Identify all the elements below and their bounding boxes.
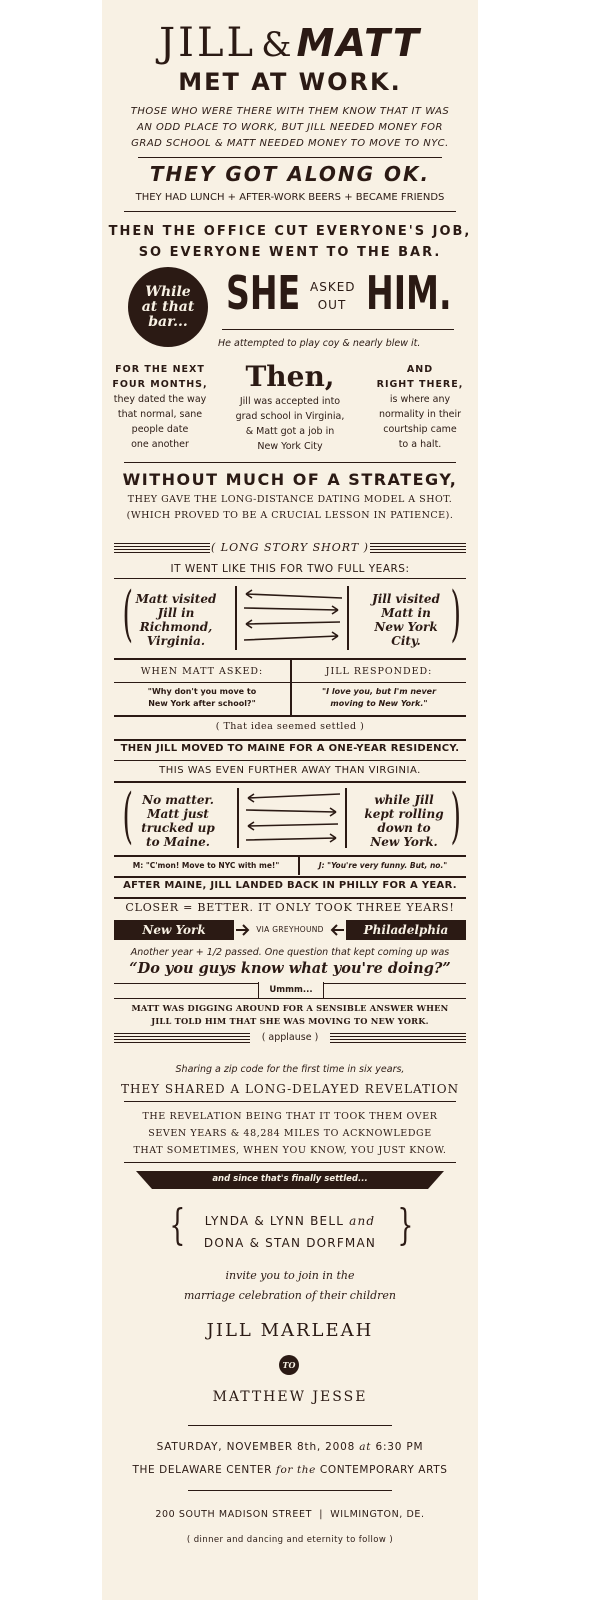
arrow-left <box>248 822 338 830</box>
matt-question <box>114 686 290 710</box>
shared-revelation-text: THEY SHARED A LONG-DELAYED REVELATION <box>120 1082 460 1096</box>
divider <box>222 329 454 330</box>
dorfman-parents: DONA & STAN DORFMAN <box>203 1236 377 1250</box>
arrows-graphic <box>232 584 352 652</box>
ornament-lines-right <box>330 1033 466 1045</box>
left-line: one another <box>131 439 189 450</box>
asked-word: ASKED <box>310 280 356 294</box>
while-jill-line: New York. <box>370 835 438 849</box>
got-along-heading: THEY GOT ALONG OK. <box>149 162 431 186</box>
office-line: THEN THE OFFICE CUT EVERYONE'S JOB, <box>108 224 472 239</box>
arrow-left-icon <box>328 922 346 938</box>
asked-out-text <box>310 278 354 314</box>
intro-text <box>102 104 478 152</box>
zip-code-text: Sharing a zip code for the first time in six years, <box>175 1064 405 1075</box>
jill-visited-line: Jill visited <box>372 592 440 606</box>
intro-line: AN ODD PLACE TO WORK, BUT JILL NEEDED MONEY FOR <box>136 122 443 133</box>
no-matter-line: to Maine. <box>146 835 210 849</box>
out-word: OUT <box>317 298 347 312</box>
event-address: 200 SOUTH MADISON STREET | WILMINGTON, DE. <box>155 1509 425 1520</box>
ampersand: & <box>261 25 292 65</box>
right-column <box>366 362 474 452</box>
brace-right: } <box>397 1200 414 1249</box>
while-jill-line: while Jill <box>374 793 434 807</box>
couple-heading <box>102 20 478 68</box>
strategy-heading: WITHOUT MUCH OF A STRATEGY, <box>122 470 458 489</box>
matt-question-line: "Why don't you move to <box>147 687 257 696</box>
divider <box>114 876 466 878</box>
name-jill: JILL <box>159 20 257 66</box>
badge-line: bar... <box>148 313 188 330</box>
him-word: HIM. <box>366 266 452 320</box>
another-year-text: Another year + 1/2 passed. One question that kept coming up was <box>130 947 450 958</box>
matt-question-line: New York after school?" <box>148 699 256 708</box>
arrow-left <box>246 620 340 628</box>
right-line: to a halt. <box>398 439 442 450</box>
office-line: SO EVERYONE WENT TO THE BAR. <box>138 245 442 260</box>
name-matt: MATT <box>296 21 421 65</box>
office-text <box>102 221 478 263</box>
while-at-bar-badge <box>128 267 208 347</box>
middle-line: Jill was accepted into <box>239 396 341 407</box>
matt-visited-line: Jill in <box>157 606 195 620</box>
matt-asked-header: WHEN MATT ASKED: <box>140 666 264 677</box>
right-line: RIGHT THERE, <box>376 379 464 390</box>
further-text: THIS WAS EVEN FURTHER AWAY THAN VIRGINIA. <box>159 765 421 776</box>
right-line: AND <box>406 364 434 375</box>
intro-line: GRAD SCHOOL & MATT NEEDED MONEY TO MOVE TO NYC. <box>131 138 449 149</box>
middle-line: New York City <box>257 441 323 452</box>
strategy-subtitle <box>102 492 478 524</box>
jill-visited-text <box>358 592 454 648</box>
jill-answer-line: "I love you, but I'm never <box>321 687 437 696</box>
brace-left: ( <box>122 781 133 851</box>
closer-text: CLOSER = BETTER. IT ONLY TOOK THREE YEARS! <box>125 901 455 914</box>
strategy-line: THEY GAVE THE LONG-DISTANCE DATING MODEL A SHOT. <box>127 494 453 505</box>
parents-line <box>102 1210 478 1232</box>
divider <box>114 855 466 857</box>
divider <box>114 682 466 683</box>
matt-quote: M: "C'mon! Move to NYC with me!" <box>132 861 280 870</box>
no-matter-text <box>126 793 230 849</box>
event-venue <box>102 1464 478 1476</box>
event-date <box>102 1441 478 1453</box>
digging-line: JILL TOLD HIM THAT SHE WAS MOVING TO NEW YORK. <box>151 1016 429 1026</box>
divider <box>138 157 442 158</box>
digging-line: MATT WAS DIGGING AROUND FOR A SENSIBLE ANSWER WHEN <box>131 1003 449 1013</box>
revelation-line: THAT SOMETIMES, WHEN YOU KNOW, YOU JUST KNOW. <box>133 1145 447 1156</box>
divider <box>114 739 466 741</box>
revelation-line: SEVEN YEARS & 48,284 MILES TO ACKNOWLEDGE <box>148 1128 432 1139</box>
left-column <box>106 362 214 452</box>
jill-answer <box>292 686 466 710</box>
groom-name: MATTHEW JESSE <box>212 1389 368 1405</box>
badge-line: While <box>145 283 191 300</box>
right-line: normality in their <box>378 409 462 420</box>
left-line: FOR THE NEXT <box>115 364 205 375</box>
revelation-body <box>102 1108 478 1159</box>
arrow-right <box>246 834 336 842</box>
invitation-card <box>102 0 478 1600</box>
left-line: that normal, sane <box>117 409 203 420</box>
revelation-line: THE REVELATION BEING THAT IT TOOK THEM OVER <box>142 1111 438 1122</box>
left-line: FOUR MONTHS, <box>112 379 208 390</box>
jill-visited-line: New York <box>374 620 438 634</box>
she-word: SHE <box>226 266 301 320</box>
divider <box>114 760 466 761</box>
jill-visited-line: City. <box>391 634 421 648</box>
via-greyhound-label: VIA GREYHOUND <box>256 925 324 934</box>
while-jill-text <box>354 793 454 849</box>
ornament-lines-left <box>114 1033 250 1045</box>
got-along-subtitle: THEY HAD LUNCH + AFTER-WORK BEERS + BECAME FRIENDS <box>135 192 445 203</box>
strategy-line: (WHICH PROVED TO BE A CRUCIAL LESSON IN PATIENCE). <box>126 510 454 521</box>
left-line: people date <box>131 424 189 435</box>
matt-visited-line: Richmond, <box>139 620 213 634</box>
jill-visited-line: Matt in <box>381 606 431 620</box>
parents-names <box>102 1210 478 1254</box>
jill-answer-line: moving to New York." <box>330 699 428 708</box>
arrow-left <box>246 590 342 598</box>
two-years-text: IT WENT LIKE THIS FOR TWO FULL YEARS: <box>170 563 410 575</box>
invite-line: invite you to join in the <box>225 1269 355 1282</box>
new-york-label: New York <box>114 920 234 940</box>
arrow-right <box>244 606 338 614</box>
divider <box>114 578 466 579</box>
date-text: SATURDAY, NOVEMBER 8th, 2008 <box>156 1441 356 1453</box>
ummm-box: Ummm... <box>258 982 324 999</box>
maine-text: THEN JILL MOVED TO MAINE FOR A ONE-YEAR RESIDENCY. <box>120 743 460 754</box>
no-matter-line: Matt just <box>147 807 209 821</box>
no-matter-line: No matter. <box>142 793 214 807</box>
middle-column <box>222 394 358 454</box>
bride-name: JILL MARLEAH <box>206 1320 374 1341</box>
while-jill-line: down to <box>377 821 431 835</box>
divider <box>188 1425 392 1426</box>
middle-line: grad school in Virginia, <box>235 411 345 422</box>
arrow-right <box>244 632 338 640</box>
divider <box>114 897 466 899</box>
at-word: at <box>359 1441 372 1453</box>
brace-right: ) <box>450 781 461 851</box>
philly-text: AFTER MAINE, JILL LANDED BACK IN PHILLY FOR A YEAR. <box>123 880 457 891</box>
intro-line: THOSE WHO WERE THERE WITH THEM KNOW THAT IT WAS <box>130 106 450 117</box>
ornament-lines-right <box>370 543 466 555</box>
middle-line: & Matt got a job in <box>245 426 335 437</box>
for-the-word: for the <box>275 1464 316 1476</box>
left-line: they dated the way <box>113 394 207 405</box>
brace-left: ( <box>122 579 133 649</box>
divider <box>124 1101 456 1102</box>
coy-caption: He attempted to play coy & nearly blew it. <box>218 338 421 349</box>
bell-parents: LYNDA & LYNN BELL <box>204 1214 345 1228</box>
right-line: is where any <box>389 394 451 405</box>
divider <box>124 1162 456 1163</box>
arrow-left <box>248 794 340 802</box>
arrow-right <box>246 808 336 816</box>
divider <box>124 462 456 463</box>
jill-responded-header: JILL RESPONDED: <box>325 666 433 677</box>
philadelphia-label: Philadelphia <box>346 920 466 940</box>
invite-text <box>102 1266 478 1306</box>
ornament-lines-left <box>114 543 210 555</box>
digging-text <box>102 1002 478 1028</box>
divider <box>124 211 456 212</box>
venue-name-b: CONTEMPORARY ARTS <box>319 1464 448 1476</box>
jill-quote: J: "You're very funny. But, no." <box>318 861 448 870</box>
arrows-graphic <box>234 786 350 850</box>
while-jill-line: kept rolling <box>364 807 444 821</box>
badge-line: at that <box>141 298 195 315</box>
to-monogram: TO <box>279 1355 299 1375</box>
matt-visited-text <box>126 592 226 648</box>
dinner-note: ( dinner and dancing and eternity to follow ) <box>186 1535 394 1545</box>
settled-note: ( That idea seemed settled ) <box>215 721 365 732</box>
and-word: and <box>349 1214 376 1228</box>
divider <box>114 715 466 717</box>
met-at-work-heading: MET AT WORK. <box>178 68 402 96</box>
invite-line: marriage celebration of their children <box>184 1289 396 1302</box>
applause-label: ( applause ) <box>261 1032 319 1043</box>
venue-name-a: THE DELAWARE CENTER <box>132 1464 273 1476</box>
matt-visited-line: Virginia. <box>146 634 206 648</box>
divider <box>188 1490 392 1491</box>
brace-right: ) <box>450 579 461 649</box>
divider <box>114 998 466 999</box>
time-text: 6:30 PM <box>375 1441 424 1453</box>
divider <box>114 781 466 783</box>
no-matter-line: trucked up <box>141 821 215 835</box>
right-line: courtship came <box>383 424 457 435</box>
then-heading: Then, <box>245 360 335 393</box>
long-story-banner: ( LONG STORY SHORT ) <box>211 541 369 554</box>
matt-visited-line: Matt visited <box>135 592 217 606</box>
question-text: “Do you guys know what you're doing?” <box>129 960 451 977</box>
settled-banner-text: and since that's finally settled... <box>212 1174 368 1184</box>
brace-left: { <box>169 1200 186 1249</box>
